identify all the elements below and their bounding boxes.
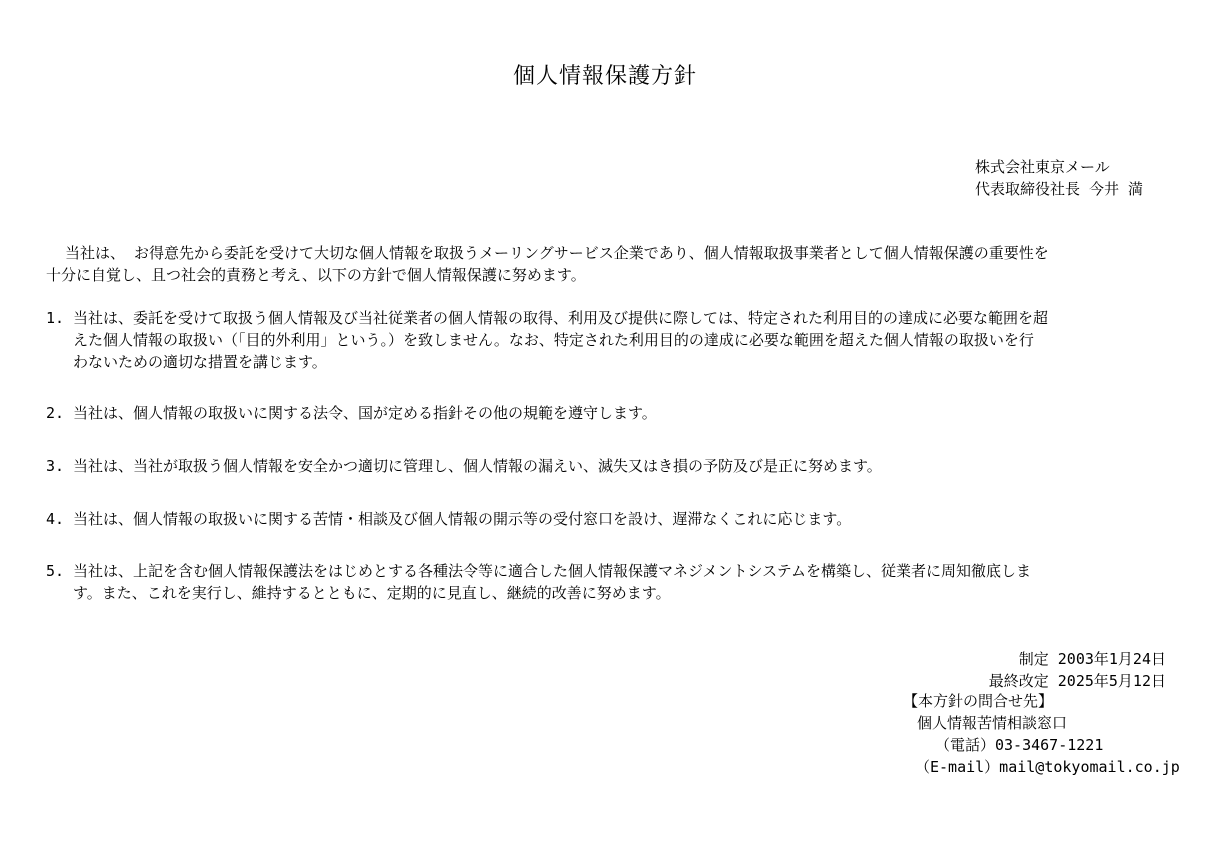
item-line: 当社は、上記を含む個人情報保護法をはじめとする各種法令等に適合した個人情報保護マネジメントシステムを構築し、従業者に周知徹底しま	[73, 562, 1032, 580]
item-line: 当社は、当社が取扱う個人情報を安全かつ適切に管理し、個人情報の漏えい、滅失又はき損の予防及び是正に努めます。	[73, 457, 882, 475]
item-text	[73, 455, 1171, 477]
policy-item-2	[46, 402, 1171, 424]
item-text	[73, 307, 1171, 373]
contact-email: （E-mail）mail@tokyomail.co.jp	[915, 758, 1180, 776]
intro-line-2: 十分に自覚し、且つ社会的責務と考え、以下の方針で個人情報保護に努めます。	[46, 266, 586, 284]
policy-item-3	[46, 455, 1171, 477]
policy-item-4	[46, 508, 1171, 530]
item-text	[73, 402, 1171, 424]
intro-paragraph	[46, 242, 1171, 286]
item-number: 1.	[46, 309, 65, 327]
page-title: 個人情報保護方針	[512, 64, 697, 89]
item-number: 4.	[46, 510, 65, 528]
item-number: 3.	[46, 457, 65, 475]
item-text	[73, 560, 1171, 604]
dates-block	[989, 648, 1166, 692]
company-name: 株式会社東京メール	[975, 158, 1110, 176]
revised-date: 最終改定 2025年5月12日	[988, 672, 1166, 690]
contact-heading: 【本方針の問合せ先】	[903, 692, 1054, 710]
established-date: 制定 2003年1月24日	[1018, 650, 1166, 668]
item-text	[73, 508, 1171, 530]
item-line: わないための適切な措置を講じます。	[73, 353, 327, 371]
contact-desk: 個人情報苦情相談窓口	[917, 714, 1068, 732]
item-line: えた個人情報の取扱い（「目的外利用」という。）を致しません。なお、特定された利用目的の達成に必要な範囲を超えた個人情報の取扱いを行	[73, 331, 1034, 349]
company-representative: 代表取締役社長 今井 満	[975, 180, 1144, 198]
item-line: 当社は、委託を受けて取扱う個人情報及び当社従業者の個人情報の取得、利用及び提供に際しては、特定された利用目的の達成に必要な範囲を超	[73, 309, 1049, 327]
intro-line-1: 当社は、 お得意先から委託を受けて大切な個人情報を取扱うメーリングサービス企業であり、個人情報取扱事業者として個人情報保護の重要性を	[65, 244, 1049, 262]
item-number: 2.	[46, 404, 65, 422]
item-line: 当社は、個人情報の取扱いに関する法令、国が定める指針その他の規範を遵守します。	[73, 404, 657, 422]
policy-item-5	[46, 560, 1171, 604]
company-block	[975, 156, 1200, 200]
contact-phone: （電話）03-3467-1221	[935, 736, 1104, 754]
policy-item-1	[46, 307, 1171, 373]
item-line: す。また、これを実行し、維持するとともに、定期的に見直し、継続的改善に努めます。	[73, 584, 671, 602]
item-number: 5.	[46, 562, 65, 580]
item-line: 当社は、個人情報の取扱いに関する苦情・相談及び個人情報の開示等の受付窓口を設け、遅滞なくこれに応じます。	[73, 510, 852, 528]
contact-block	[903, 690, 1183, 778]
